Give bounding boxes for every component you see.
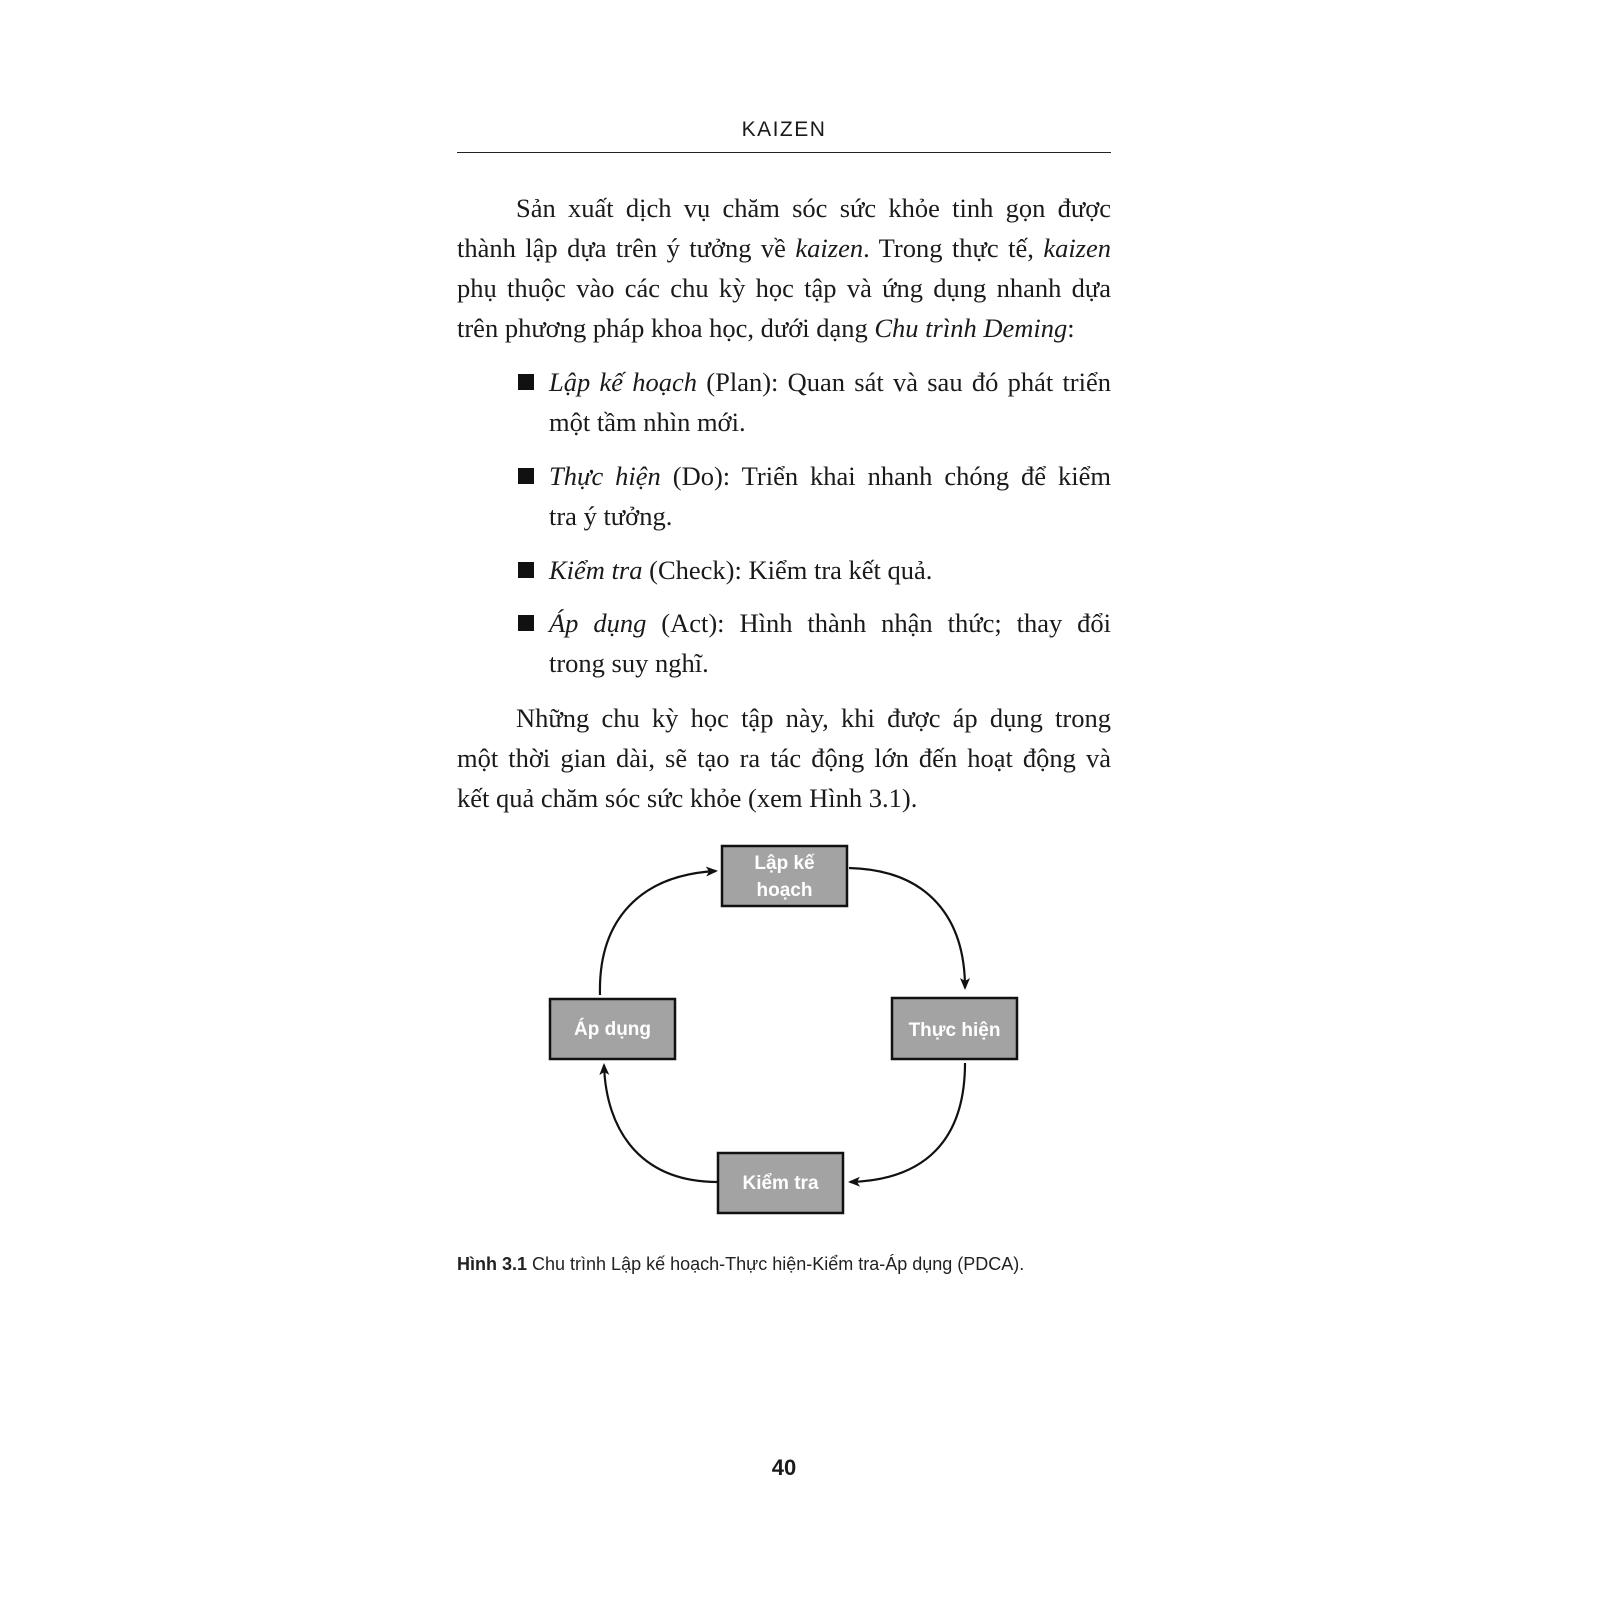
text-run: (Act): Hình thành nhận thức; thay đổi [646,608,1112,638]
box-plan-line1: Lập kế [754,853,815,874]
italic-term: Lập kế hoạch [549,367,698,397]
italic-term: Áp dụng [549,608,647,638]
text-run: trên phương pháp khoa học, dưới dạng [457,313,875,343]
text-run: (Plan): Quan sát và sau đó phát triển [697,367,1112,397]
text-run: (Do): Triển khai nhanh chóng để kiểm [660,461,1112,491]
arrow-plan-to-do [849,868,965,988]
text-run: một thời gian dài, sẽ tạo ra tác động lớn đến hoạt động và [457,743,1111,773]
arrow-act-to-plan [600,871,716,995]
box-plan [722,846,847,906]
box-act-label: Áp dụng [573,1019,652,1040]
italic-term: Kiểm tra [549,555,643,585]
arrow-check-to-act [604,1065,718,1182]
italic-term: kaizen [1043,233,1112,263]
page-number: 40 [771,1455,797,1480]
text-run: . Trong thực tế, [863,233,1044,263]
italic-term: kaizen [795,233,864,263]
running-header: KAIZEN [741,118,827,141]
text-run: thành lập dựa trên ý tưởng về [457,233,796,263]
figure-caption [457,1254,1024,1275]
text-run: phụ thuộc vào các chu kỳ học tập và ứng dụng nhanh dựa [457,273,1111,303]
box-act [550,999,675,1059]
text-run: kết quả chăm sóc sức khỏe (xem Hình 3.1). [457,783,918,813]
italic-term: Thực hiện [549,461,661,491]
text-run: (Check): Kiểm tra kết quả. [642,555,933,585]
text-run: Những chu kỳ học tập này, khi được áp dụng trong [516,703,1111,733]
text-run: tra ý tưởng. [549,501,673,531]
text-run: trong suy nghĩ. [549,648,709,678]
box-check [718,1153,843,1213]
italic-term: Chu trình Deming [874,313,1068,343]
figure-caption-text: Chu trình Lập kế hoạch-Thực hiện-Kiểm tra-Áp dụng (PDCA). [527,1254,1025,1274]
text-run: Sản xuất dịch vụ chăm sóc sức khỏe tinh gọn được [516,193,1111,223]
box-do [892,998,1017,1059]
text-run: : [1067,313,1075,343]
box-do-label: Thực hiện [908,1020,1001,1041]
text-run: một tầm nhìn mới. [549,407,746,437]
box-check-label: Kiểm tra [742,1173,819,1194]
figure-label: Hình 3.1 [457,1254,528,1274]
box-plan-line2: hoạch [756,880,813,901]
arrow-do-to-check [850,1063,965,1182]
